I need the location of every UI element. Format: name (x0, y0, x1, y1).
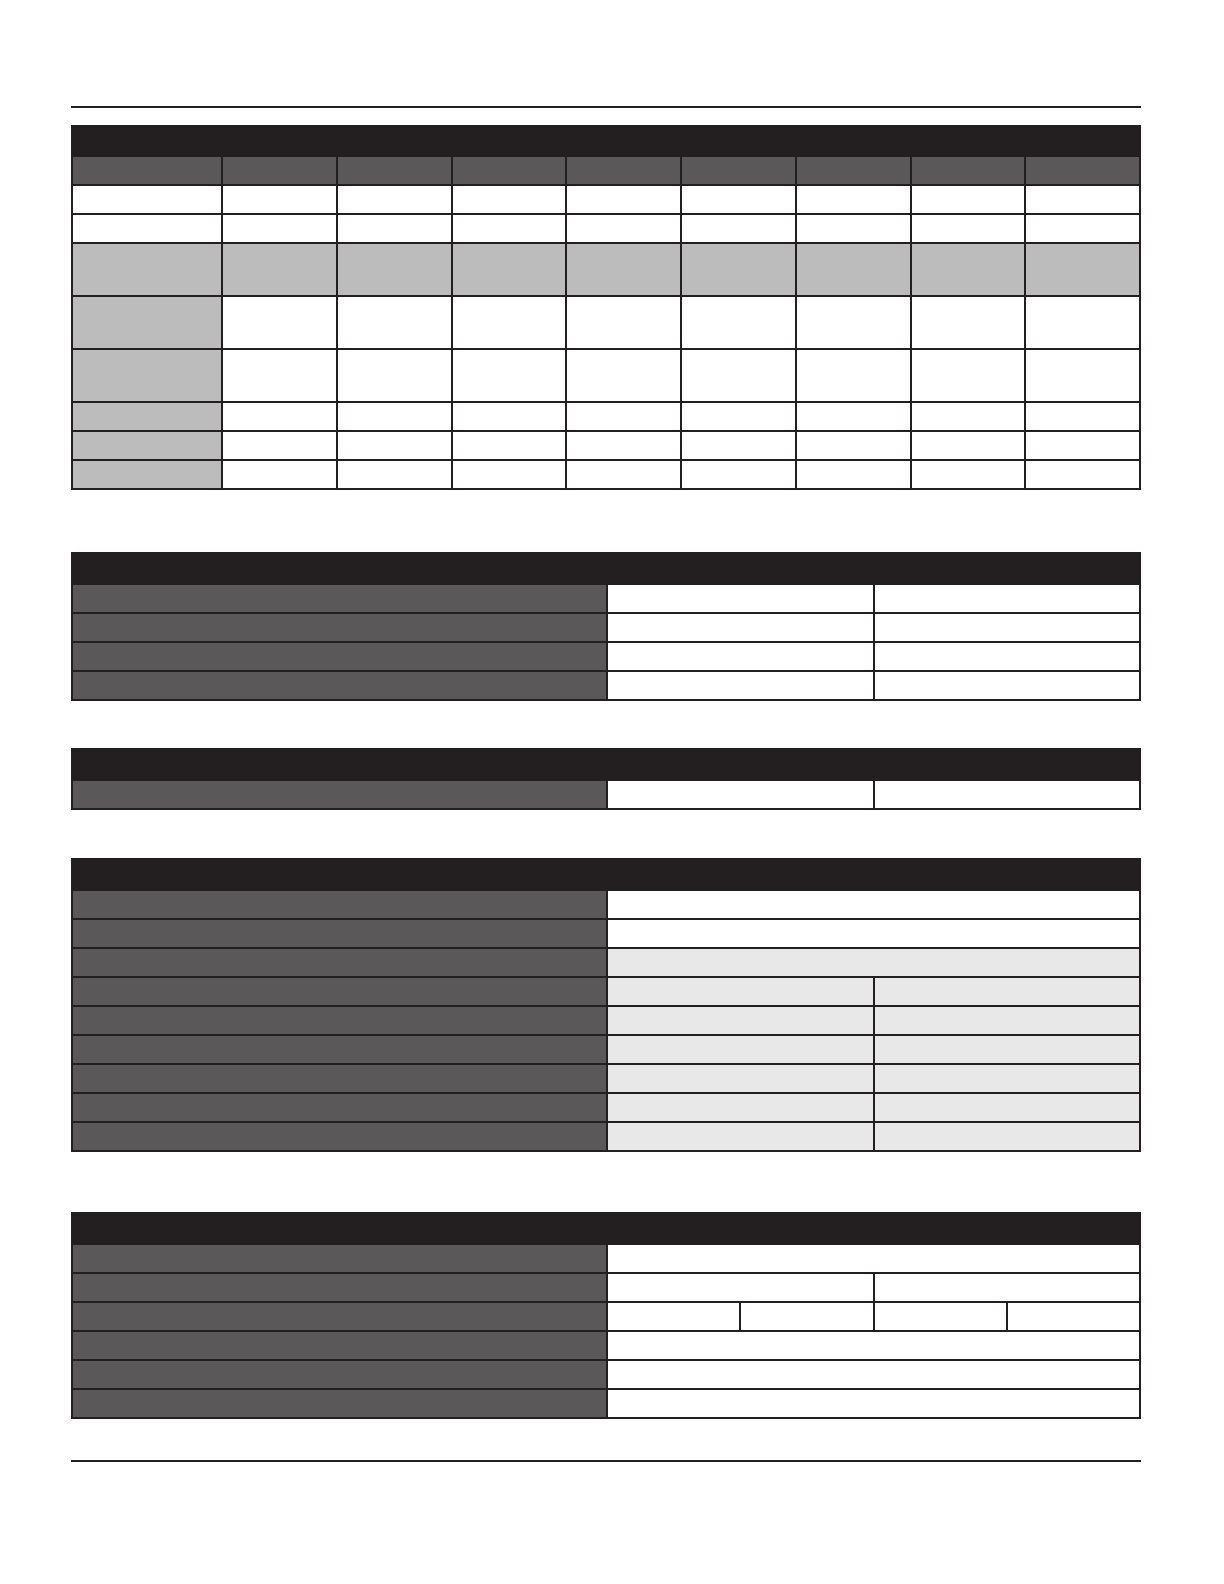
column-header (566, 156, 681, 185)
row-label (72, 1360, 607, 1389)
table-row (72, 671, 1140, 700)
table-cell[interactable] (874, 613, 1141, 642)
table-1-title (72, 126, 1140, 156)
table-row (72, 977, 1140, 1006)
table-cell[interactable] (452, 185, 567, 214)
row-label (72, 671, 607, 700)
table-cell[interactable] (874, 1122, 1141, 1151)
table-cell[interactable] (452, 460, 567, 489)
table-4-title-row (72, 859, 1140, 890)
table-cell[interactable] (607, 780, 874, 809)
table-cell[interactable] (796, 460, 911, 489)
table-5-title (72, 1213, 1140, 1244)
column-header (796, 156, 911, 185)
table-cell[interactable] (337, 214, 452, 243)
table-cell[interactable] (607, 1360, 1140, 1389)
row-label (72, 1244, 607, 1273)
column-header (681, 156, 796, 185)
table-cell[interactable] (607, 890, 1140, 919)
table-cell[interactable] (681, 402, 796, 431)
table-row (72, 214, 1140, 243)
table-cell[interactable] (681, 460, 796, 489)
table-cell[interactable] (222, 431, 337, 460)
table-cell[interactable] (452, 349, 567, 402)
table-cell[interactable] (681, 431, 796, 460)
table-cell[interactable] (874, 977, 1141, 1006)
table-cell[interactable] (222, 214, 337, 243)
table-row (72, 613, 1140, 642)
table-row (72, 1035, 1140, 1064)
table-cell[interactable] (566, 243, 681, 296)
table-row (72, 1093, 1140, 1122)
table-2 (71, 552, 1141, 701)
row-label (72, 214, 222, 243)
table-cell[interactable] (796, 243, 911, 296)
row-label (72, 460, 222, 489)
table-cell[interactable] (607, 1035, 874, 1064)
table-cell[interactable] (337, 460, 452, 489)
table-row (72, 1302, 1140, 1331)
row-label (72, 642, 607, 671)
table-cell[interactable] (911, 214, 1026, 243)
table-cell[interactable] (607, 1244, 1140, 1273)
table-cell[interactable] (1025, 185, 1140, 214)
table-cell[interactable] (452, 214, 567, 243)
column-header (337, 156, 452, 185)
table-row (72, 1273, 1140, 1302)
table-4 (71, 858, 1141, 1152)
table-cell[interactable] (911, 349, 1026, 402)
table-row (72, 1331, 1140, 1360)
table-cell[interactable] (1025, 243, 1140, 296)
column-header (222, 156, 337, 185)
table-cell[interactable] (607, 1302, 740, 1331)
table-2-title (72, 553, 1140, 584)
table-cell[interactable] (911, 296, 1026, 349)
table-row (72, 1006, 1140, 1035)
row-label (72, 1122, 607, 1151)
row-label (72, 349, 222, 402)
table-cell[interactable] (222, 349, 337, 402)
table-cell[interactable] (681, 296, 796, 349)
table-cell[interactable] (452, 296, 567, 349)
table-cell[interactable] (566, 214, 681, 243)
row-label (72, 1064, 607, 1093)
table-cell[interactable] (796, 296, 911, 349)
table-cell[interactable] (222, 402, 337, 431)
row-label (72, 243, 222, 296)
table-row (72, 1360, 1140, 1389)
table-cell[interactable] (874, 1273, 1141, 1302)
row-label (72, 296, 222, 349)
table-5-title-row (72, 1213, 1140, 1244)
table-cell[interactable] (222, 185, 337, 214)
table-cell[interactable] (874, 642, 1141, 671)
row-label (72, 1389, 607, 1418)
column-header (72, 156, 222, 185)
table-1-title-row (72, 126, 1140, 156)
table-cell[interactable] (337, 296, 452, 349)
table-cell[interactable] (796, 431, 911, 460)
table-cell[interactable] (566, 185, 681, 214)
table-cell[interactable] (607, 1331, 1140, 1360)
table-5 (71, 1212, 1141, 1419)
table-row (72, 1064, 1140, 1093)
table-cell[interactable] (796, 214, 911, 243)
table-cell[interactable] (566, 402, 681, 431)
table-cell[interactable] (607, 1122, 874, 1151)
table-row (72, 296, 1140, 349)
bottom-rule (71, 1460, 1141, 1462)
table-cell[interactable] (566, 349, 681, 402)
table-cell[interactable] (681, 243, 796, 296)
table-1-column-header-row (72, 156, 1140, 185)
table-cell[interactable] (911, 431, 1026, 460)
table-cell[interactable] (607, 584, 874, 613)
table-cell[interactable] (1025, 214, 1140, 243)
table-1 (71, 125, 1141, 490)
table-cell[interactable] (874, 671, 1141, 700)
row-label (72, 1035, 607, 1064)
table-cell[interactable] (337, 349, 452, 402)
table-cell[interactable] (1007, 1302, 1140, 1331)
row-label (72, 919, 607, 948)
table-3-title (72, 749, 1140, 780)
table-2-title-row (72, 553, 1140, 584)
row-label (72, 1302, 607, 1331)
row-label (72, 890, 607, 919)
table-row (72, 780, 1140, 809)
row-label (72, 431, 222, 460)
table-cell[interactable] (607, 1064, 874, 1093)
table-cell[interactable] (681, 349, 796, 402)
table-cell[interactable] (796, 402, 911, 431)
table-cell[interactable] (607, 613, 874, 642)
table-4-title (72, 859, 1140, 890)
row-label (72, 1331, 607, 1360)
table-cell[interactable] (337, 402, 452, 431)
table-cell[interactable] (566, 460, 681, 489)
table-cell[interactable] (874, 1035, 1141, 1064)
table-cell[interactable] (1025, 402, 1140, 431)
table-cell[interactable] (911, 402, 1026, 431)
table-cell[interactable] (607, 1389, 1140, 1418)
table-cell[interactable] (1025, 431, 1140, 460)
table-cell[interactable] (796, 185, 911, 214)
table-cell[interactable] (874, 1302, 1007, 1331)
table-cell[interactable] (607, 1093, 874, 1122)
row-label (72, 185, 222, 214)
table-cell[interactable] (874, 1006, 1141, 1035)
table-cell[interactable] (607, 671, 874, 700)
table-row (72, 948, 1140, 977)
table-row (72, 431, 1140, 460)
row-label (72, 948, 607, 977)
row-label (72, 977, 607, 1006)
column-header (452, 156, 567, 185)
table-3-title-row (72, 749, 1140, 780)
row-label (72, 402, 222, 431)
row-label (72, 613, 607, 642)
table-cell[interactable] (1025, 296, 1140, 349)
table-cell[interactable] (222, 296, 337, 349)
table-cell[interactable] (566, 431, 681, 460)
row-label (72, 1273, 607, 1302)
table-cell[interactable] (607, 642, 874, 671)
table-cell[interactable] (681, 214, 796, 243)
table-cell[interactable] (874, 584, 1141, 613)
table-cell[interactable] (607, 977, 874, 1006)
table-row (72, 919, 1140, 948)
table-row (72, 243, 1140, 296)
top-rule (71, 106, 1141, 108)
table-cell[interactable] (740, 1302, 873, 1331)
table-cell[interactable] (607, 1006, 874, 1035)
table-row (72, 642, 1140, 671)
row-label (72, 1006, 607, 1035)
table-cell[interactable] (681, 185, 796, 214)
table-cell[interactable] (911, 460, 1026, 489)
table-row (72, 890, 1140, 919)
table-3 (71, 748, 1141, 810)
table-cell[interactable] (607, 948, 1140, 977)
table-row (72, 1389, 1140, 1418)
row-label (72, 1093, 607, 1122)
table-row (72, 584, 1140, 613)
table-row (72, 1244, 1140, 1273)
table-cell[interactable] (452, 431, 567, 460)
table-cell[interactable] (874, 780, 1141, 809)
row-label (72, 780, 607, 809)
table-cell[interactable] (337, 243, 452, 296)
column-header (1025, 156, 1140, 185)
table-cell[interactable] (452, 402, 567, 431)
row-label (72, 584, 607, 613)
column-header (911, 156, 1026, 185)
table-cell[interactable] (911, 185, 1026, 214)
table-cell[interactable] (337, 185, 452, 214)
table-cell[interactable] (222, 460, 337, 489)
table-cell[interactable] (607, 919, 1140, 948)
table-row (72, 402, 1140, 431)
table-cell[interactable] (452, 243, 567, 296)
table-cell[interactable] (1025, 349, 1140, 402)
table-cell[interactable] (1025, 460, 1140, 489)
table-cell[interactable] (607, 1273, 874, 1302)
table-cell[interactable] (874, 1064, 1141, 1093)
table-row (72, 185, 1140, 214)
table-row (72, 460, 1140, 489)
table-cell[interactable] (874, 1093, 1141, 1122)
table-cell[interactable] (911, 243, 1026, 296)
table-row (72, 1122, 1140, 1151)
table-cell[interactable] (566, 296, 681, 349)
table-cell[interactable] (222, 243, 337, 296)
table-cell[interactable] (337, 431, 452, 460)
table-row (72, 349, 1140, 402)
table-cell[interactable] (796, 349, 911, 402)
